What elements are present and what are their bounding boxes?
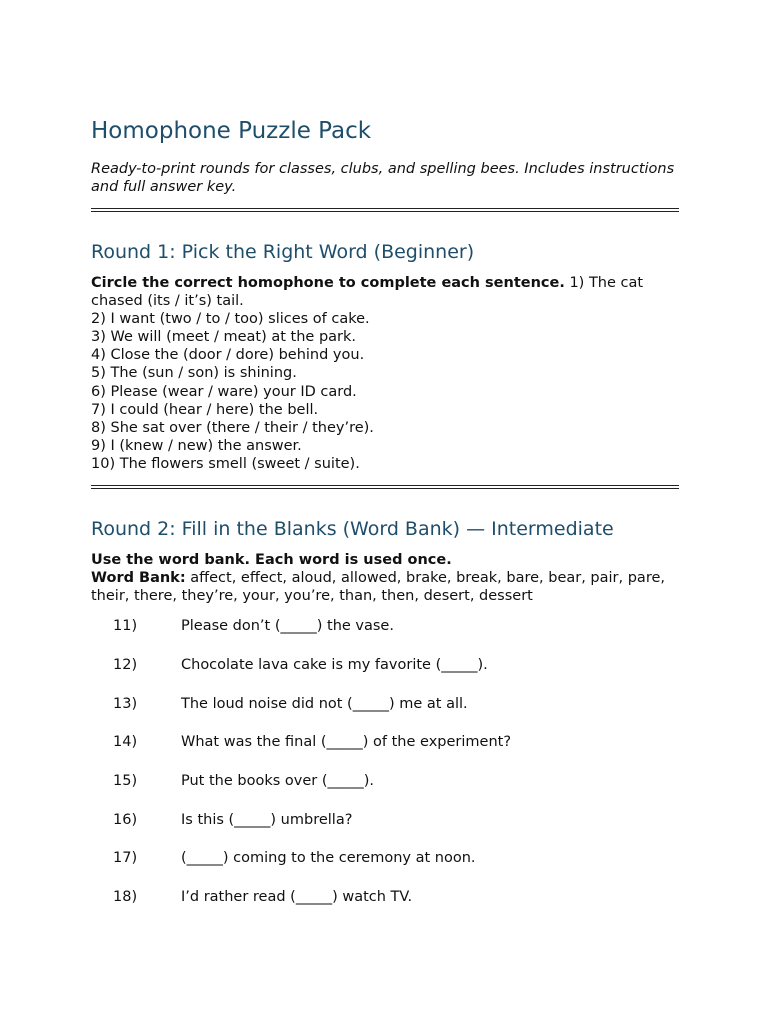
item-number: 18) [113, 889, 138, 906]
round1-item: 8) She sat over (there / their / they’re). [91, 419, 374, 436]
round1-item: 10) The flowers smell (sweet / suite). [91, 455, 360, 472]
item-number: 16) [113, 811, 138, 828]
list-item [91, 849, 679, 888]
word-bank [91, 569, 679, 605]
list-item [91, 695, 679, 734]
item-text: I’d rather read (_____) watch TV. [181, 889, 413, 906]
word-bank-label: Word Bank: [91, 570, 186, 587]
item-text: (_____) coming to the ceremony at noon. [181, 850, 476, 867]
round1-item: 7) I could (hear / here) the bell. [91, 401, 319, 418]
item-number: 14) [113, 734, 138, 751]
round1-item: 5) The (sun / son) is shining. [91, 365, 297, 382]
word-bank-words: affect, effect, aloud, allowed, brake, break, bare, bear, pair, pare, their, there, they’re, your, you’re, than, then, desert, dessert [91, 570, 665, 605]
item-number: 13) [113, 695, 138, 712]
section-divider [91, 485, 679, 489]
list-item [91, 617, 679, 656]
round1-item: 6) Please (wear / ware) your ID card. [91, 383, 357, 400]
list-item [91, 656, 679, 695]
item-number: 12) [113, 657, 138, 673]
item-number: 15) [113, 773, 138, 790]
round1-body [91, 274, 679, 473]
item-text: What was the final (_____) of the experiment? [181, 734, 512, 751]
list-item [91, 733, 679, 772]
round2-instructions [91, 551, 679, 605]
item-number: 11) [113, 618, 138, 635]
item-text: Put the books over (_____). [181, 773, 375, 790]
round2-title: Round 2: Fill in the Blanks (Word Bank) — Intermediate [91, 518, 614, 541]
item-number: 17) [113, 850, 138, 867]
round1-item: 2) I want (two / to / too) slices of cake. [91, 311, 370, 328]
item-text: Is this (_____) umbrella? [181, 811, 353, 828]
list-item [91, 772, 679, 811]
item-text: The loud noise did not (_____) me at all. [181, 695, 468, 712]
round1-title: Round 1: Pick the Right Word (Beginner) [91, 241, 475, 263]
list-item [91, 811, 679, 850]
fill-in-list [91, 617, 679, 927]
page-title: Homophone Puzzle Pack [91, 118, 372, 144]
round2-instruction: Use the word bank. Each word is used once. [91, 552, 452, 569]
round1-item: 3) We will (meet / meat) at the park. [91, 329, 357, 346]
round1-instruction: Circle the correct homophone to complete each sentence. [91, 275, 565, 291]
round1-item: 1) The cat chased (its / it’s) tail. [91, 275, 644, 310]
document-page [91, 116, 679, 927]
round1-item: 9) I (knew / new) the answer. [91, 437, 302, 454]
item-text: Chocolate lava cake is my favorite (_____). [181, 657, 488, 673]
item-text: Please don’t (_____) the vase. [181, 618, 394, 635]
round1-item: 4) Close the (door / dore) behind you. [91, 347, 365, 364]
page-subtitle: Ready-to-print rounds for classes, clubs, and spelling bees. Includes instructions and full answer key. [91, 161, 675, 195]
list-item [91, 888, 679, 927]
section-divider [91, 208, 679, 212]
